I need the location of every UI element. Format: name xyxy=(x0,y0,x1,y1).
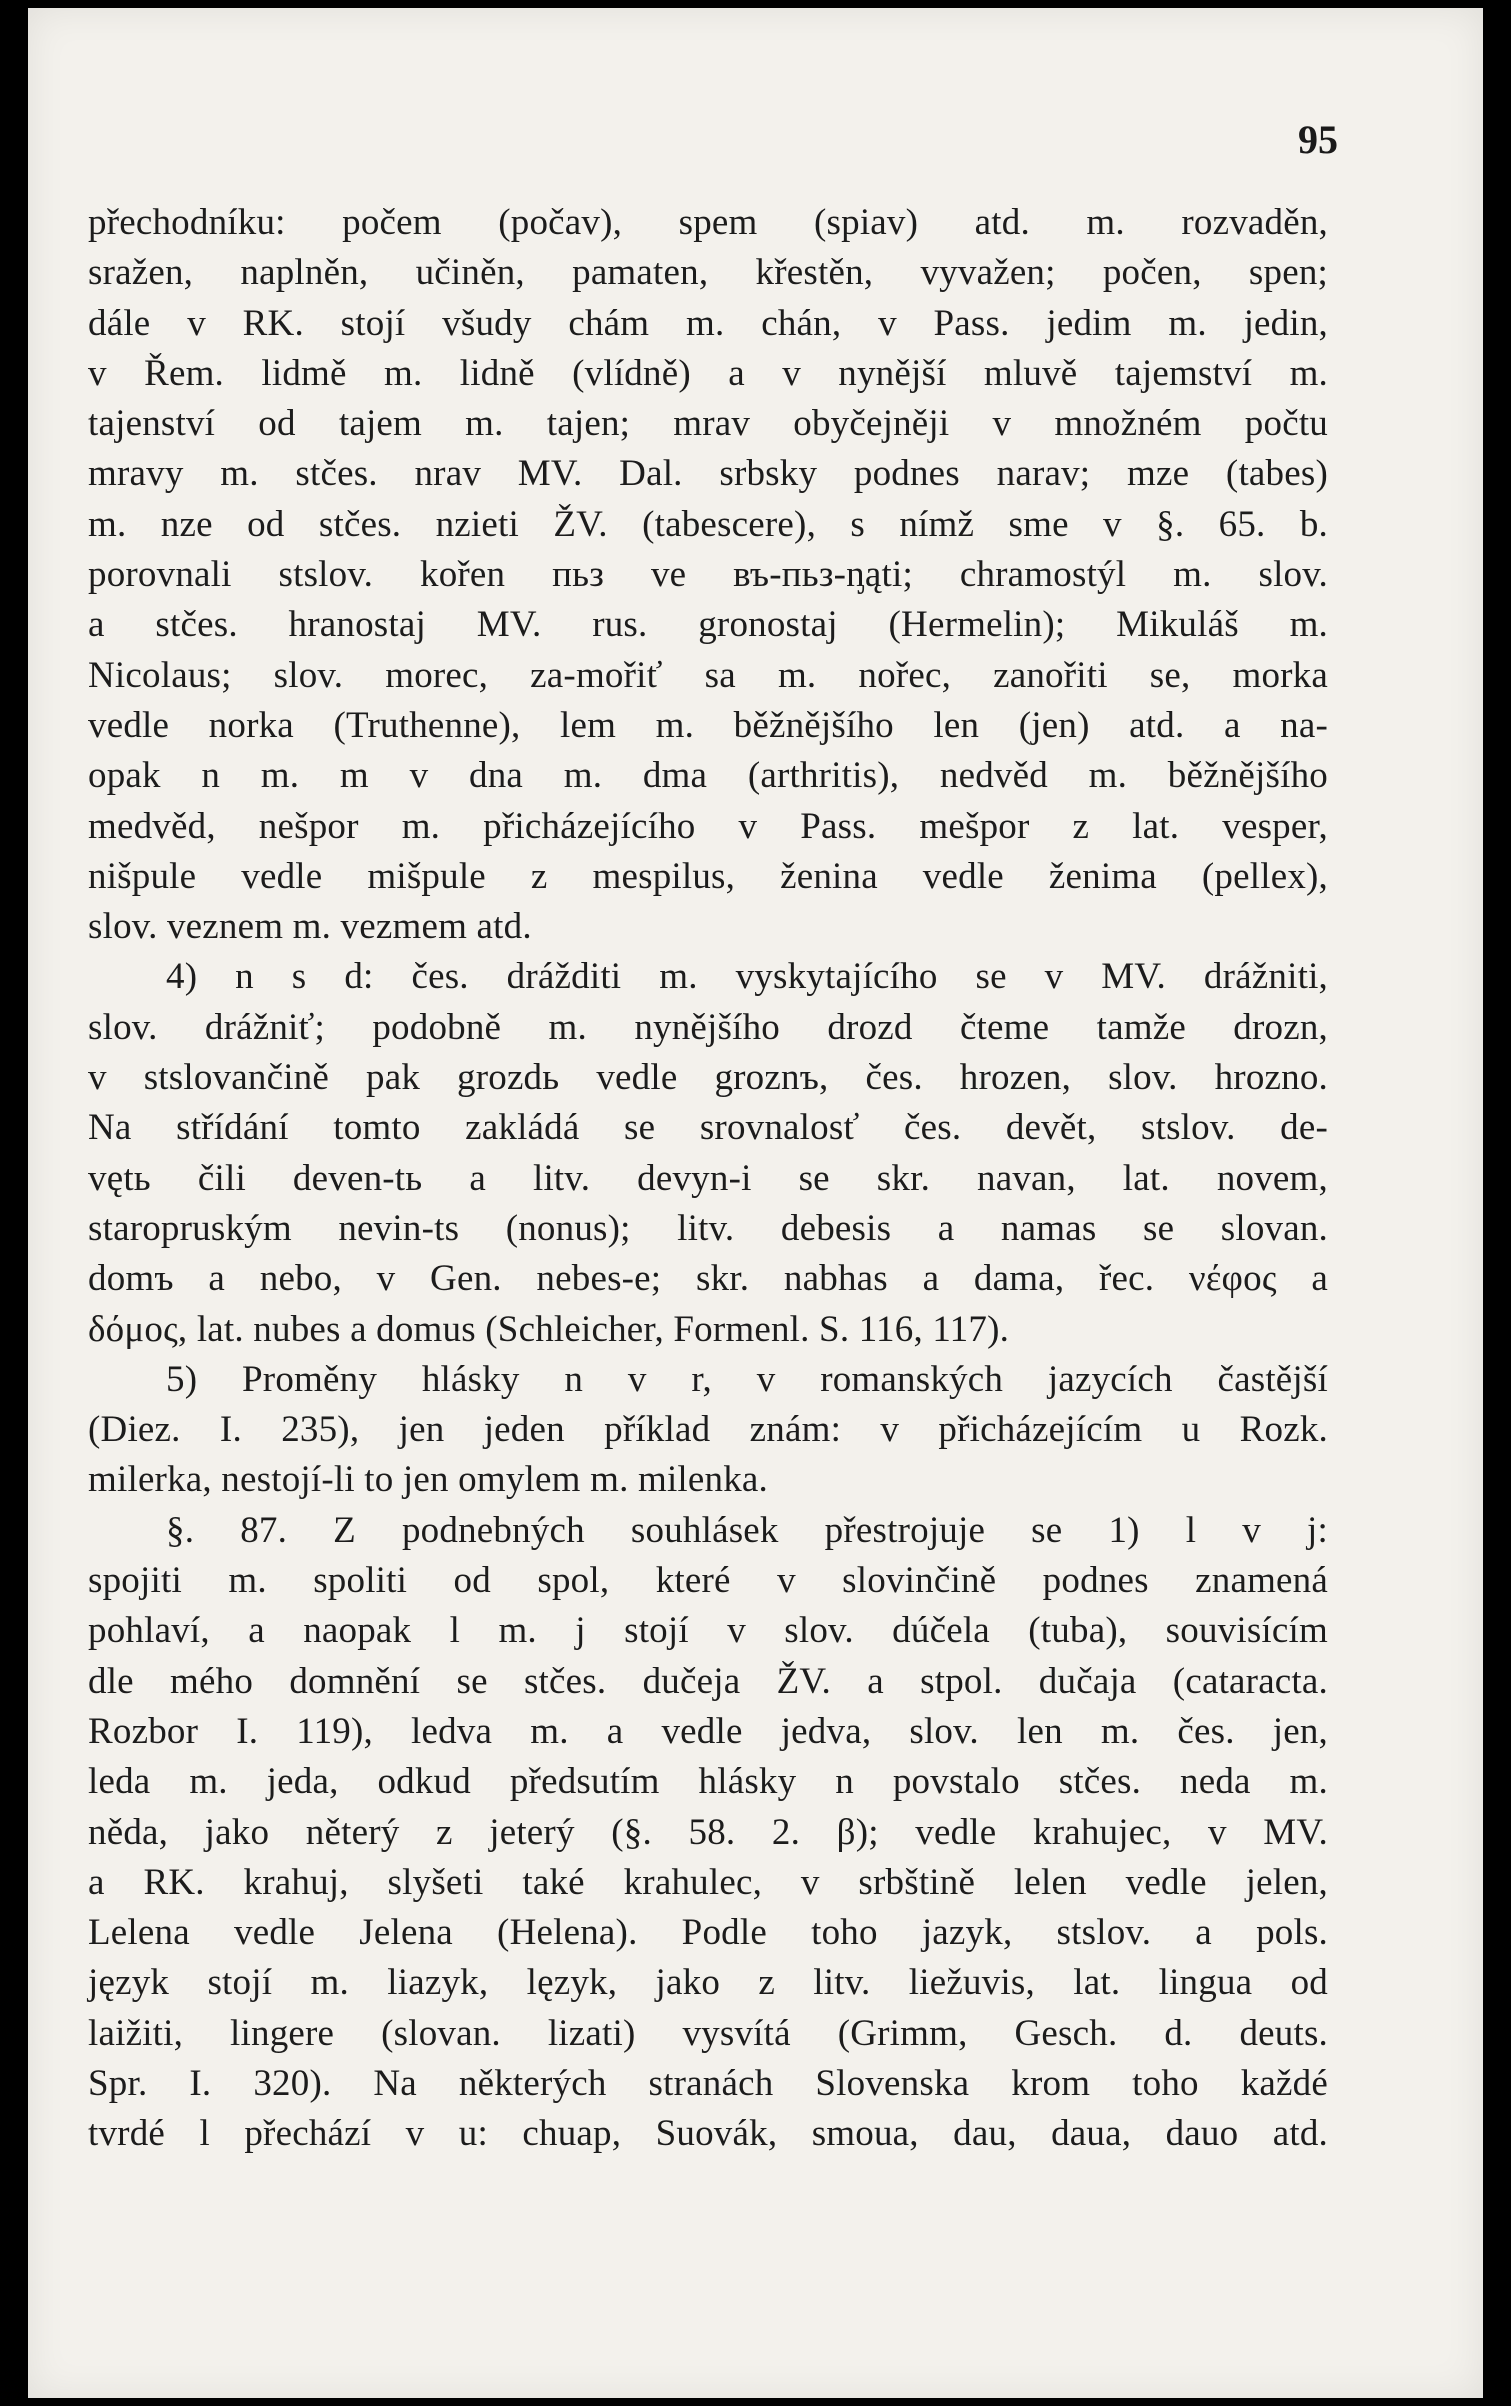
text-line: něda, jako něterý z jeterý (§. 58. 2. β); vedle krahujec, v MV. xyxy=(88,1811,1328,1853)
text-line: m. nze od stčes. nzieti ŽV. (tabescere), s nímž sme v §. 65. b. xyxy=(88,503,1328,545)
text-line: porovnali stslov. kořen пьз ve въ-пьз-ᶇąti; chramostýl m. slov. xyxy=(88,554,1328,596)
text-line: vętь čili deven-tь a litv. devyn-i se skr. navan, lat. novem, xyxy=(88,1157,1328,1199)
text-line: v Řem. lidmě m. lidně (vlídně) a v nynější mluvě tajemství m. xyxy=(88,352,1328,394)
text-line: a RK. krahuj, slyšeti také krahulec, v srbštině lelen vedle jelen, xyxy=(88,1861,1328,1903)
text-line: slov. drážniť; podobně m. nynějšího drozd čteme tamže drozn, xyxy=(88,1006,1328,1048)
text-line: sražen, naplněn, učiněn, pamaten, křestěn, vyvažen; počen, spen; xyxy=(88,252,1328,294)
text-line: 4) n s d: čes. drážditi m. vyskytajícího se v MV. drážniti, xyxy=(166,956,1328,998)
text-line: tvrdé l přechází v u: chuap, Suovák, smoua, dau, daua, dauo atd. xyxy=(88,2113,1328,2155)
text-line: slov. veznem m. vezmem atd. xyxy=(88,906,532,948)
text-line: 5) Proměny hlásky n v r, v romanských jazycích častější xyxy=(166,1358,1328,1400)
text-line: domъ a nebo, v Gen. nebes-e; skr. nabhas a dama, řec. νέφος a xyxy=(88,1258,1328,1300)
text-line: §. 87. Z podnebných souhlásek přestrojuje se 1) l v j: xyxy=(166,1509,1328,1551)
text-line: Na střídání tomto zakládá se srovnalosť čes. devět, stslov. de- xyxy=(88,1107,1328,1149)
text-line: milerka, nestojí-li to jen omylem m. milenka. xyxy=(88,1459,769,1501)
text-line: vedle norka (Truthenne), lem m. běžnějšího len (jen) atd. a na- xyxy=(88,704,1328,746)
text-line: opak n m. m v dna m. dma (arthritis), nedvěd m. běžnějšího xyxy=(88,755,1328,797)
body-text xyxy=(88,198,1328,2160)
text-line: (Diez. I. 235), jen jeden příklad znám: v přicházejícím u Rozk. xyxy=(88,1409,1328,1451)
text-line: v stslovančině pak grozdь vedle groznъ, čes. hrozen, slov. hrozno. xyxy=(88,1057,1328,1099)
text-line: tajenství od tajem m. tajen; mrav obyčejněji v množném počtu xyxy=(88,403,1328,445)
text-line: Lelena vedle Jelena (Helena). Podle toho jazyk, stslov. a pols. xyxy=(88,1912,1328,1954)
text-line: a stčes. hranostaj MV. rus. gronostaj (Hermelin); Mikuláš m. xyxy=(88,604,1328,646)
text-line: dále v RK. stojí všudy chám m. chán, v Pass. jedim m. jedin, xyxy=(88,302,1328,344)
text-line: Rozbor I. 119), ledva m. a vedle jedva, slov. len m. čes. jen, xyxy=(88,1710,1328,1752)
text-line: staropruským nevin-ts (nonus); litv. debesis a namas se slovan. xyxy=(88,1207,1328,1249)
text-line: dle mého domnění se stčes. dučeja ŽV. a stpol. dučaja (cataracta. xyxy=(88,1660,1328,1702)
text-line: pohlaví, a naopak l m. j stojí v slov. dúčela (tuba), souvisícím xyxy=(88,1610,1328,1652)
text-line: přechodníku: počem (počav), spem (spiav) atd. m. rozvaděn, xyxy=(88,202,1328,243)
text-line: mravy m. stčes. nrav MV. Dal. srbsky podnes narav; mze (tabes) xyxy=(88,453,1328,495)
text-line: nišpule vedle mišpule z mespilus, ženina vedle ženima (pellex), xyxy=(88,855,1328,897)
text-line: spojiti m. spoliti od spol, které v slovinčině podnes znamená xyxy=(88,1560,1328,1602)
text-line: Nicolaus; slov. morec, za-mořiť sa m. nořec, zanořiti se, morka xyxy=(88,654,1328,696)
text-line: Spr. I. 320). Na některých stranách Slovenska krom toho každé xyxy=(88,2062,1328,2104)
text-line: leda m. jeda, odkud předsutím hlásky n povstalo stčes. neda m. xyxy=(88,1761,1328,1803)
text-line: medvěd, nešpor m. přicházejícího v Pass. mešpor z lat. vesper, xyxy=(88,805,1328,847)
text-line: laižiti, lingere (slovan. lizati) vysvítá (Grimm, Gesch. d. deuts. xyxy=(88,2012,1328,2054)
text-line: język stojí m. liazyk, lęzyk, jako z litv. liežuvis, lat. lingua od xyxy=(88,1962,1328,2004)
book-page xyxy=(28,8,1483,2398)
page-number: 95 xyxy=(1298,117,1338,162)
text-line: δόμος, lat. nubes a domus (Schleicher, Formenl. S. 116, 117). xyxy=(88,1308,1010,1350)
